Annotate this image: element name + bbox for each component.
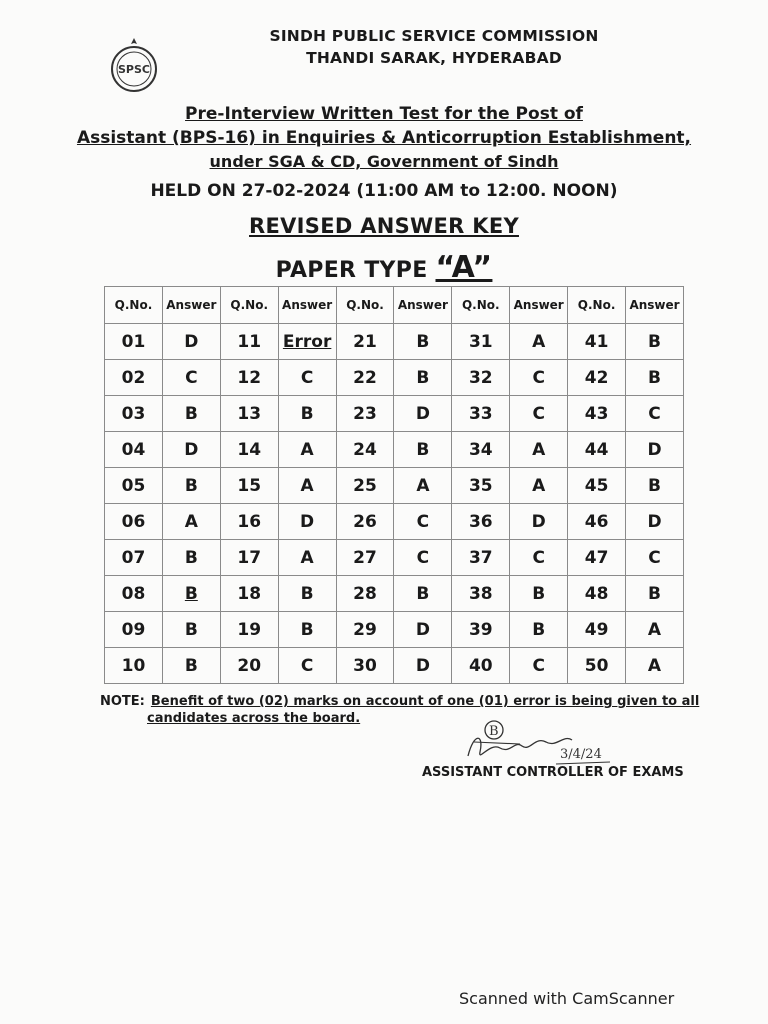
- answer-value: D: [394, 396, 452, 432]
- question-number: 45: [568, 468, 626, 504]
- question-number: 44: [568, 432, 626, 468]
- question-number: 21: [336, 324, 394, 360]
- question-number: 24: [336, 432, 394, 468]
- question-number: 42: [568, 360, 626, 396]
- answer-value: D: [394, 612, 452, 648]
- question-number: 37: [452, 540, 510, 576]
- answer-value: D: [626, 504, 684, 540]
- answer-value: C: [510, 648, 568, 684]
- answer-value: D: [626, 432, 684, 468]
- answer-value: C: [510, 396, 568, 432]
- table-row: [105, 648, 684, 684]
- answer-value: B: [278, 576, 336, 612]
- qno-header: Q.No.: [568, 287, 626, 324]
- note-label: NOTE:: [100, 694, 145, 709]
- answer-value: B: [626, 360, 684, 396]
- title-line-2: Assistant (BPS-16) in Enquiries & Anticorruption Establishment,: [76, 128, 692, 148]
- answer-value: C: [394, 540, 452, 576]
- answer-value: D: [162, 432, 220, 468]
- note-text-line-2: candidates across the board.: [147, 711, 361, 726]
- question-number: 29: [336, 612, 394, 648]
- signature: [460, 712, 630, 772]
- question-number: 14: [220, 432, 278, 468]
- table-row: [105, 504, 684, 540]
- question-number: 19: [220, 612, 278, 648]
- answer-value: A: [510, 468, 568, 504]
- answer-value: B: [394, 432, 452, 468]
- question-number: 31: [452, 324, 510, 360]
- answer-value: A: [278, 540, 336, 576]
- question-number: 34: [452, 432, 510, 468]
- table-row: [105, 576, 684, 612]
- question-number: 13: [220, 396, 278, 432]
- question-number: 32: [452, 360, 510, 396]
- table-row: [105, 468, 684, 504]
- table-row: [105, 324, 684, 360]
- org-address: THANDI SARAK, HYDERABAD: [306, 49, 562, 67]
- table-row: [105, 540, 684, 576]
- paper-type-letter: “A”: [435, 250, 493, 285]
- question-number: 48: [568, 576, 626, 612]
- answer-value: C: [626, 540, 684, 576]
- answer-value: B: [278, 396, 336, 432]
- question-number: 03: [105, 396, 163, 432]
- question-number: 38: [452, 576, 510, 612]
- answer-value: C: [394, 504, 452, 540]
- answer-header: Answer: [626, 287, 684, 324]
- note-text-line-1: Benefit of two (02) marks on account of one (01) error is being given to all: [150, 694, 700, 709]
- question-number: 41: [568, 324, 626, 360]
- answer-value: B: [162, 396, 220, 432]
- answer-value: B: [162, 576, 220, 612]
- table-row: [105, 396, 684, 432]
- answer-value: C: [278, 648, 336, 684]
- answer-value: A: [626, 648, 684, 684]
- question-number: 28: [336, 576, 394, 612]
- paper-type-prefix: PAPER TYPE: [275, 258, 436, 283]
- answer-header: Answer: [278, 287, 336, 324]
- question-number: 09: [105, 612, 163, 648]
- question-number: 16: [220, 504, 278, 540]
- table-row: [105, 432, 684, 468]
- question-number: 47: [568, 540, 626, 576]
- answer-header: Answer: [510, 287, 568, 324]
- answer-value: C: [626, 396, 684, 432]
- answer-value: B: [394, 576, 452, 612]
- question-number: 46: [568, 504, 626, 540]
- answer-value: D: [510, 504, 568, 540]
- question-number: 07: [105, 540, 163, 576]
- answer-value: B: [510, 576, 568, 612]
- question-number: 39: [452, 612, 510, 648]
- question-number: 33: [452, 396, 510, 432]
- question-number: 25: [336, 468, 394, 504]
- answer-value: B: [626, 468, 684, 504]
- question-number: 18: [220, 576, 278, 612]
- revised-answer-key-heading: REVISED ANSWER KEY: [249, 214, 519, 238]
- answer-value: B: [162, 612, 220, 648]
- answer-header: Answer: [162, 287, 220, 324]
- question-number: 06: [105, 504, 163, 540]
- camscanner-watermark: Scanned with CamScanner: [459, 989, 675, 1008]
- qno-header: Q.No.: [220, 287, 278, 324]
- logo-text: SPSC: [118, 63, 150, 76]
- question-number: 17: [220, 540, 278, 576]
- svg-text:B: B: [489, 724, 499, 739]
- table-header-row: [105, 287, 684, 324]
- title-line-3: under SGA & CD, Government of Sindh: [209, 152, 559, 171]
- answer-value: B: [510, 612, 568, 648]
- answer-value: B: [626, 324, 684, 360]
- answer-key-table: [104, 286, 684, 684]
- answer-value: D: [278, 504, 336, 540]
- question-number: 01: [105, 324, 163, 360]
- qno-header: Q.No.: [336, 287, 394, 324]
- answer-value: B: [162, 648, 220, 684]
- signature-date: 3/4/24: [560, 747, 602, 762]
- question-number: 08: [105, 576, 163, 612]
- question-number: 49: [568, 612, 626, 648]
- answer-value: C: [162, 360, 220, 396]
- answer-value: A: [394, 468, 452, 504]
- question-number: 30: [336, 648, 394, 684]
- answer-value: A: [510, 432, 568, 468]
- table-row: [105, 360, 684, 396]
- answer-value: A: [278, 468, 336, 504]
- answer-value: A: [278, 432, 336, 468]
- answer-value: B: [162, 468, 220, 504]
- paper-type-heading: [0, 250, 768, 285]
- signatory-designation: ASSISTANT CONTROLLER OF EXAMS: [422, 765, 684, 780]
- question-number: 43: [568, 396, 626, 432]
- held-on-date: HELD ON 27-02-2024 (11:00 AM to 12:00. NOON): [150, 181, 618, 201]
- title-line-1: Pre-Interview Written Test for the Post of: [185, 104, 583, 124]
- question-number: 10: [105, 648, 163, 684]
- answer-key-body: [105, 324, 684, 684]
- question-number: 11: [220, 324, 278, 360]
- question-number: 22: [336, 360, 394, 396]
- question-number: 23: [336, 396, 394, 432]
- answer-value: A: [162, 504, 220, 540]
- question-number: 05: [105, 468, 163, 504]
- answer-header: Answer: [394, 287, 452, 324]
- answer-value: C: [278, 360, 336, 396]
- question-number: 40: [452, 648, 510, 684]
- answer-value: B: [162, 540, 220, 576]
- question-number: 20: [220, 648, 278, 684]
- answer-value: B: [394, 324, 452, 360]
- question-number: 12: [220, 360, 278, 396]
- answer-value: A: [510, 324, 568, 360]
- question-number: 04: [105, 432, 163, 468]
- answer-value: B: [394, 360, 452, 396]
- answer-value: D: [162, 324, 220, 360]
- qno-header: Q.No.: [105, 287, 163, 324]
- answer-value: B: [626, 576, 684, 612]
- qno-header: Q.No.: [452, 287, 510, 324]
- question-number: 36: [452, 504, 510, 540]
- question-number: 02: [105, 360, 163, 396]
- org-name: SINDH PUBLIC SERVICE COMMISSION: [269, 27, 599, 45]
- answer-value: D: [394, 648, 452, 684]
- question-number: 35: [452, 468, 510, 504]
- table-row: [105, 612, 684, 648]
- question-number: 26: [336, 504, 394, 540]
- question-number: 50: [568, 648, 626, 684]
- answer-value: A: [626, 612, 684, 648]
- answer-value: B: [278, 612, 336, 648]
- question-number: 27: [336, 540, 394, 576]
- answer-value: C: [510, 360, 568, 396]
- answer-value: Error: [278, 324, 336, 360]
- answer-value: C: [510, 540, 568, 576]
- question-number: 15: [220, 468, 278, 504]
